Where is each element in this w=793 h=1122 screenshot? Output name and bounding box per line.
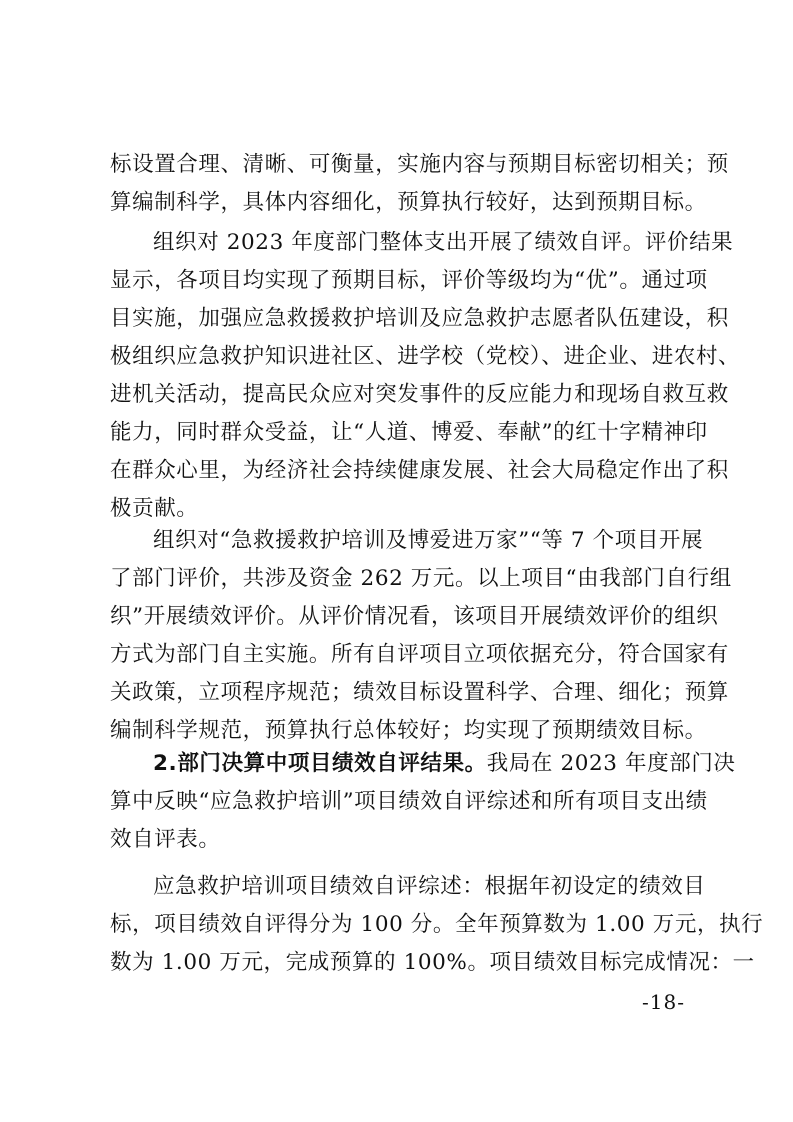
text-line: 关政策，立项程序规范；绩效目标设置科学、合理、细化；预算 — [110, 680, 729, 705]
text-line: 算中反映“应急救护培训”项目绩效自评综述和所有项目支出绩 — [110, 789, 708, 814]
paragraph-5 — [110, 868, 764, 982]
page-number: -18- — [642, 990, 685, 1014]
text-line: 组织对“急救援救护培训及博爱进万家”“等 7 个项目开展 — [153, 528, 704, 553]
paragraph-3 — [110, 522, 732, 750]
text-line: 织”开展绩效评价。从评价情况看，该项目开展绩效评价的组织 — [110, 604, 719, 629]
text-line — [110, 745, 736, 783]
text-line: 标设置合理、清晰、可衡量，实施内容与预期目标密切相关；预 — [110, 152, 729, 177]
text-line: 极组织应急救护知识进社区、进学校（党校）、进企业、进农村、 — [110, 344, 741, 369]
text-line: 极贡献。 — [110, 496, 199, 521]
text-line: 在群众心里，为经济社会持续健康发展、社会大局稳定作出了积 — [110, 458, 729, 483]
text-line: 效自评表。 — [110, 827, 221, 852]
text-line: 方式为部门自主实施。所有自评项目立项依据充分，符合国家有 — [110, 642, 729, 667]
paragraph-2 — [110, 224, 741, 528]
text-line: 显示，各项目均实现了预期目标，评价等级均为“优”。通过项 — [110, 268, 708, 293]
text-line: 标，项目绩效自评得分为 100 分。全年预算数为 1.00 万元，执行 — [110, 912, 764, 937]
section-heading: 2.部门决算中项目绩效自评结果。 — [153, 751, 487, 776]
text-line: 算编制科学，具体内容细化，预算执行较好，达到预期目标。 — [110, 190, 707, 215]
heading-line-rest: 我局在 2023 年度部门决 — [486, 751, 736, 776]
text-line: 了部门评价，共涉及资金 262 万元。以上项目“由我部门自行组 — [110, 566, 732, 591]
text-line: 目实施，加强应急救援救护培训及应急救护志愿者队伍建设，积 — [110, 306, 729, 331]
text-line: 能力，同时群众受益，让“人道、博爱、奉献”的红十字精神印 — [110, 420, 708, 445]
paragraph-1 — [110, 146, 729, 222]
text-line: 编制科学规范，预算执行总体较好；均实现了预期绩效目标。 — [110, 718, 707, 743]
text-line: 进机关活动，提高民众应对突发事件的反应能力和现场自救互救 — [110, 382, 729, 407]
paragraph-4 — [110, 745, 736, 859]
text-line: 数为 1.00 万元，完成预算的 100%。项目绩效目标完成情况：一 — [110, 950, 755, 975]
text-line: 应急救护培训项目绩效自评综述：根据年初设定的绩效目 — [153, 874, 706, 899]
text-line: 组织对 2023 年度部门整体支出开展了绩效自评。评价结果 — [153, 230, 734, 255]
